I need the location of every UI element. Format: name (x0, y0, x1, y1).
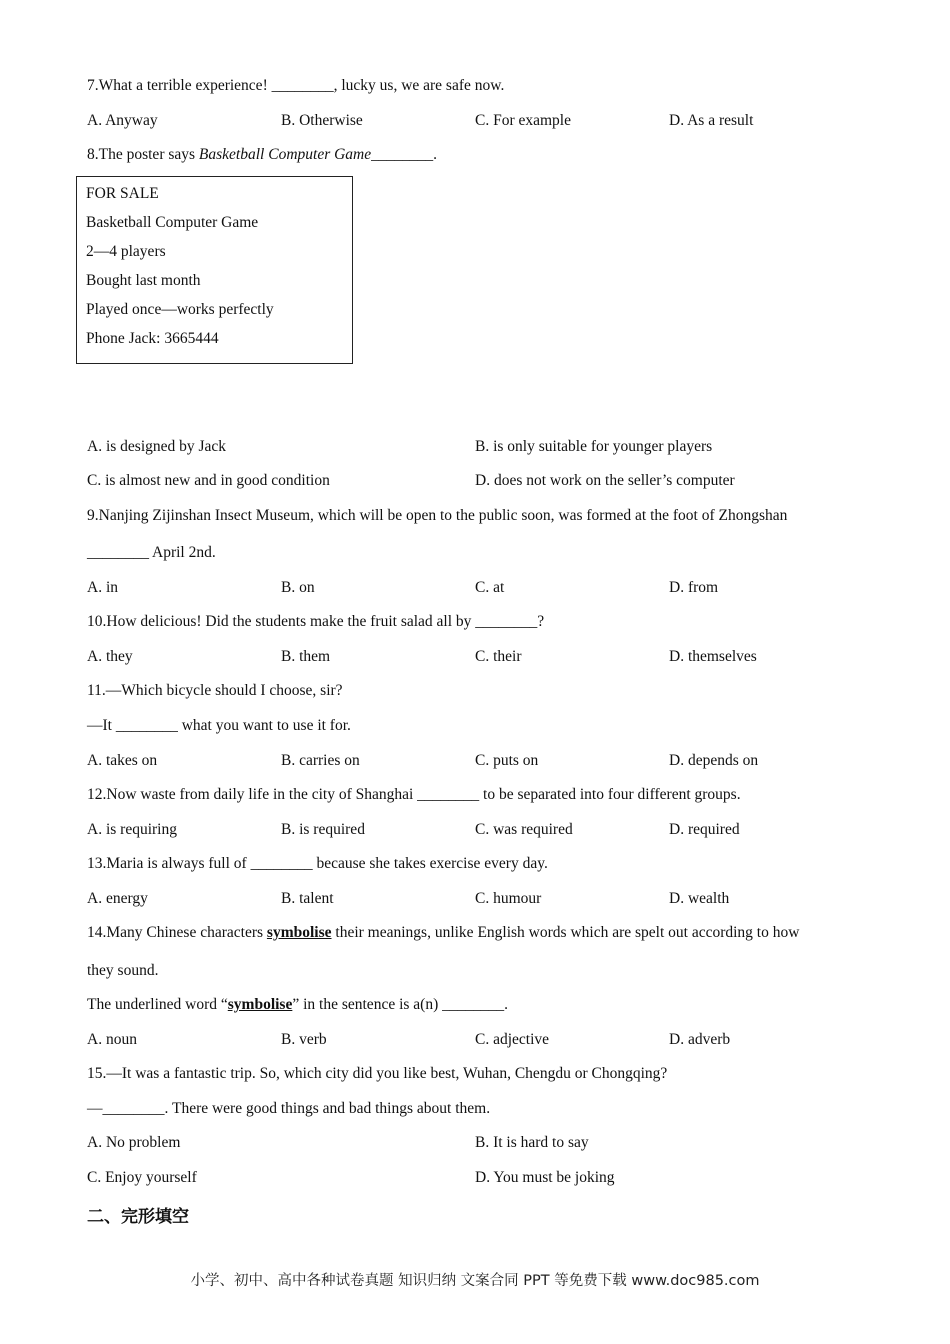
q14-option-a: A. noun (87, 1031, 137, 1048)
q11-option-c: C. puts on (475, 752, 539, 769)
q9-stem-line2: ________ April 2nd. (87, 544, 216, 561)
q9-option-b: B. on (281, 579, 315, 596)
q14-option-d: D. adverb (669, 1031, 731, 1048)
q9-option-c: C. at (475, 579, 505, 596)
q14-sub-underlined-word: symbolise (227, 996, 293, 1013)
poster-line: FOR SALE (86, 185, 159, 202)
poster-line: Played once—works perfectly (86, 301, 274, 318)
q11-option-a: A. takes on (87, 752, 158, 769)
q14-option-c: C. adjective (475, 1031, 550, 1048)
q14-underlined-word: symbolise (266, 924, 332, 941)
q11-option-d: D. depends on (669, 752, 759, 769)
q13-option-a: A. energy (87, 890, 148, 907)
q10-option-d: D. themselves (669, 648, 757, 665)
q15-option-c: C. Enjoy yourself (87, 1169, 197, 1186)
q14-subquestion (87, 995, 508, 1015)
q10-option-c: C. their (475, 648, 522, 665)
q8-stem-prefix: 8.The poster says (87, 146, 199, 163)
q9-option-d: D. from (669, 579, 719, 596)
q7-stem: 7.What a terrible experience! ________, lucky us, we are safe now. (87, 77, 505, 94)
q15-stem-line2: —________. There were good things and bad things about them. (87, 1100, 491, 1117)
q13-stem: 13.Maria is always full of ________ because she takes exercise every day. (87, 855, 548, 872)
q10-option-b: B. them (281, 648, 331, 665)
poster-line: 2—4 players (86, 243, 166, 260)
q12-option-c: C. was required (475, 821, 573, 838)
q14-option-b: B. verb (281, 1031, 327, 1048)
q10-option-a: A. they (87, 648, 133, 665)
section-title: 二、完形填空 (87, 1207, 189, 1227)
q8-option-b: B. is only suitable for younger players (475, 438, 713, 455)
q7-option-a: A. Anyway (87, 112, 158, 129)
page-footer: 小学、初中、高中各种试卷真题 知识归纳 文案合同 PPT 等免费下载 www.doc985.com (190, 1273, 760, 1289)
q9-stem-line1: 9.Nanjing Zijinshan Insect Museum, which will be open to the public soon, was formed at the foot of Zhongshan (87, 507, 788, 524)
q7-option-d: D. As a result (669, 112, 754, 129)
q14-sub-suffix: ” in the sentence is a(n) ________. (292, 996, 508, 1013)
q8-stem-title: Basketball Computer Game (198, 146, 372, 163)
q14-stem-prefix: 14.Many Chinese characters (87, 924, 267, 941)
q8-option-a: A. is designed by Jack (87, 438, 227, 455)
q9-option-a: A. in (87, 579, 118, 596)
q11-stem-line2: —It ________ what you want to use it for. (87, 717, 351, 734)
poster-line: Basketball Computer Game (86, 214, 259, 231)
q12-stem: 12.Now waste from daily life in the city of Shanghai ________ to be separated into four different groups. (87, 786, 741, 803)
q11-stem-line1: 11.—Which bicycle should I choose, sir? (87, 682, 343, 699)
q13-option-d: D. wealth (669, 890, 730, 907)
q14-stem-line2: they sound. (87, 962, 159, 979)
q7-option-b: B. Otherwise (281, 112, 363, 129)
q15-option-d: D. You must be joking (475, 1169, 615, 1186)
q10-stem: 10.How delicious! Did the students make the fruit salad all by ________? (87, 613, 545, 630)
q12-option-b: B. is required (281, 821, 365, 838)
q14-sub-prefix: The underlined word “ (87, 996, 228, 1013)
q8-option-c: C. is almost new and in good condition (87, 472, 330, 489)
q8-stem-blank: ________. (371, 146, 437, 163)
poster-line: Phone Jack: 3665444 (86, 330, 219, 347)
q15-option-a: A. No problem (87, 1134, 181, 1151)
q7-option-c: C. For example (475, 112, 571, 129)
q13-option-c: C. humour (475, 890, 542, 907)
q11-option-b: B. carries on (281, 752, 360, 769)
q8-option-d: D. does not work on the seller’s computer (475, 472, 735, 489)
q14-stem-line1 (87, 923, 799, 943)
q12-option-a: A. is requiring (87, 821, 177, 838)
poster-box (76, 176, 353, 364)
poster-line: Bought last month (86, 272, 201, 289)
q13-option-b: B. talent (281, 890, 334, 907)
q15-stem-line1: 15.—It was a fantastic trip. So, which city did you like best, Wuhan, Chengdu or Chongqing? (87, 1065, 668, 1082)
q14-stem-suffix: their meanings, unlike English words which are spelt out according to how (331, 924, 800, 941)
q15-option-b: B. It is hard to say (475, 1134, 589, 1151)
q12-option-d: D. required (669, 821, 740, 838)
q8-stem (87, 145, 437, 165)
